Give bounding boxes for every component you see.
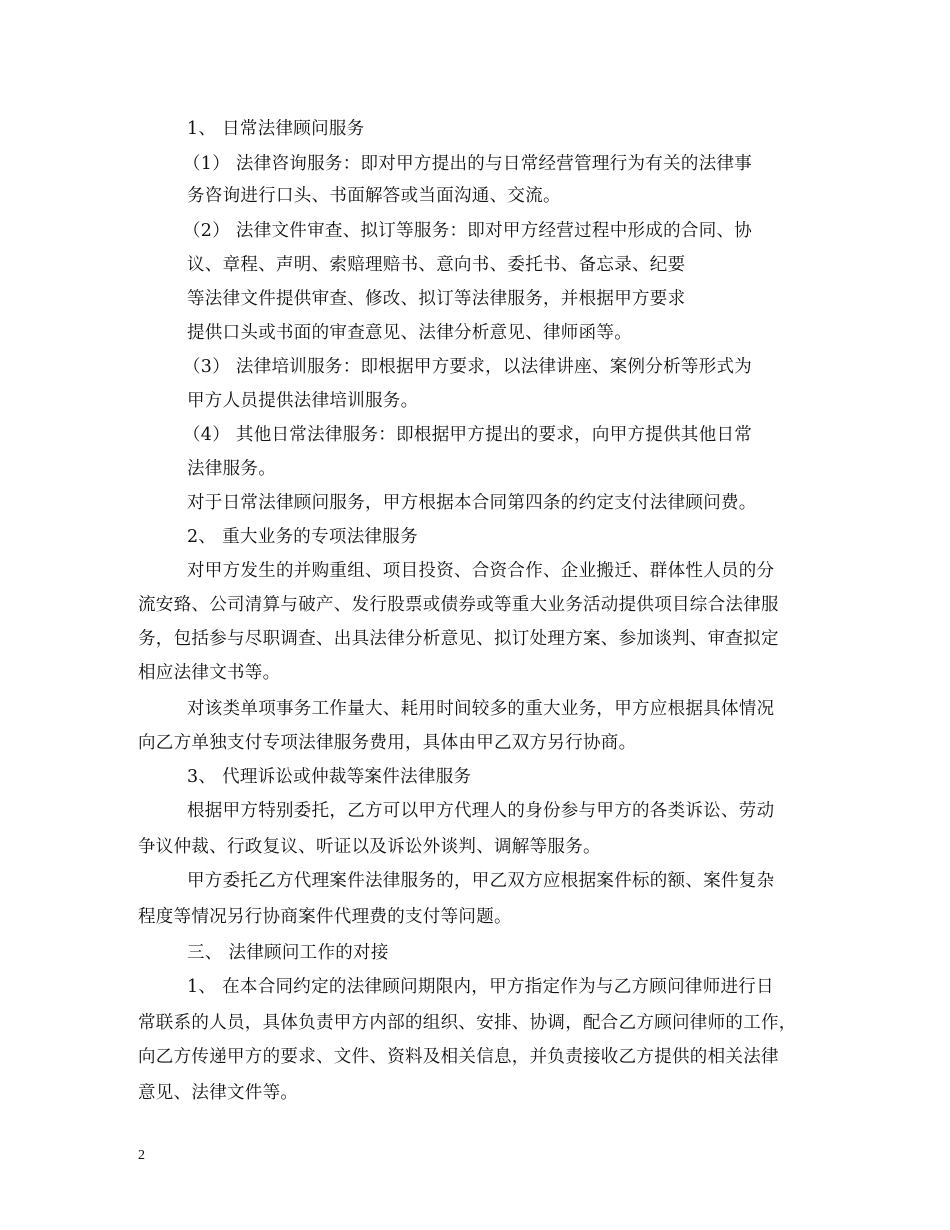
paragraph-line: 程度等情况另行协商案件代理费的支付等问题。	[138, 907, 512, 927]
paragraph-line: 争议仲裁、行政复议、听证以及诉讼外谈判、调解等服务。	[138, 837, 601, 857]
paragraph-line: 等法律文件提供审查、修改、拟订等法律服务，并根据甲方要求	[187, 289, 686, 309]
heading-litigation-service: 3、 代理诉讼或仲裁等案件法律服务	[187, 767, 472, 787]
paragraph-line: 向乙方单独支付专项法律服务费用，具体由甲乙双方另行协商。	[138, 733, 637, 753]
paragraph-line: 议、章程、声明、索赔理赔书、意向书、委托书、备忘录、纪要	[187, 255, 686, 275]
paragraph-line: 意见、法律文件等。	[138, 1083, 299, 1103]
paragraph-line: 流安臵、公司清算与破产、发行股票或债券或等重大业务活动提供项目综合法律服	[138, 595, 779, 615]
paragraph-line: 相应法律文书等。	[138, 663, 281, 683]
page-number: 2	[138, 1148, 145, 1163]
paragraph-line: 甲方人员提供法律培训服务。	[187, 391, 419, 411]
paragraph-line: 向乙方传递甲方的要求、文件、资料及相关信息，并负责接收乙方提供的相关法律	[138, 1047, 779, 1067]
heading-daily-legal-service: 1、 日常法律顾问服务	[187, 119, 365, 139]
paragraph-line: 1、 在本合同约定的法律顾问期限内，甲方指定作为与乙方顾问律师进行日	[187, 977, 774, 997]
paragraph-line: 对该类单项事务工作量大、耗用时间较多的重大业务，甲方应根据具体情况	[187, 699, 775, 719]
paragraph-line: 务咨询进行口头、书面解答或当面沟通、交流。	[187, 186, 561, 206]
paragraph-line: （3） 法律培训服务：即根据甲方要求，以法律讲座、案例分析等形式为	[183, 357, 753, 377]
paragraph-line: 甲方委托乙方代理案件法律服务的，甲乙双方应根据案件标的额、案件复杂	[187, 871, 775, 891]
heading-major-business-service: 2、 重大业务的专项法律服务	[187, 527, 418, 547]
paragraph-line: 常联系的人员，具体负责甲方内部的组织、安排、协调，配合乙方顾问律师的工作，	[138, 1013, 797, 1033]
paragraph-line: 法律服务。	[187, 459, 276, 479]
heading-work-liaison: 三、 法律顾问工作的对接	[187, 943, 389, 963]
paragraph-line: 对于日常法律顾问服务，甲方根据本合同第四条的约定支付法律顾问费。	[187, 493, 757, 513]
paragraph-line: （2） 法律文件审查、拟订等服务：即对甲方经营过程中形成的合同、协	[183, 221, 753, 241]
paragraph-line: 对甲方发生的并购重组、项目投资、合资合作、企业搬迁、群体性人员的分	[187, 561, 775, 581]
paragraph-line: （1） 法律咨询服务：即对甲方提出的与日常经营管理行为有关的法律事	[183, 154, 753, 174]
paragraph-line: 提供口头或书面的审查意见、法律分析意见、律师函等。	[187, 323, 632, 343]
paragraph-line: 务，包括参与尽职调查、出具法律分析意见、拟订处理方案、参加谈判、审查拟定	[138, 629, 779, 649]
paragraph-line: 根据甲方特别委托，乙方可以甲方代理人的身份参与甲方的各类诉讼、劳动	[187, 801, 775, 821]
paragraph-line: （4） 其他日常法律服务：即根据甲方提出的要求，向甲方提供其他日常	[183, 425, 753, 445]
